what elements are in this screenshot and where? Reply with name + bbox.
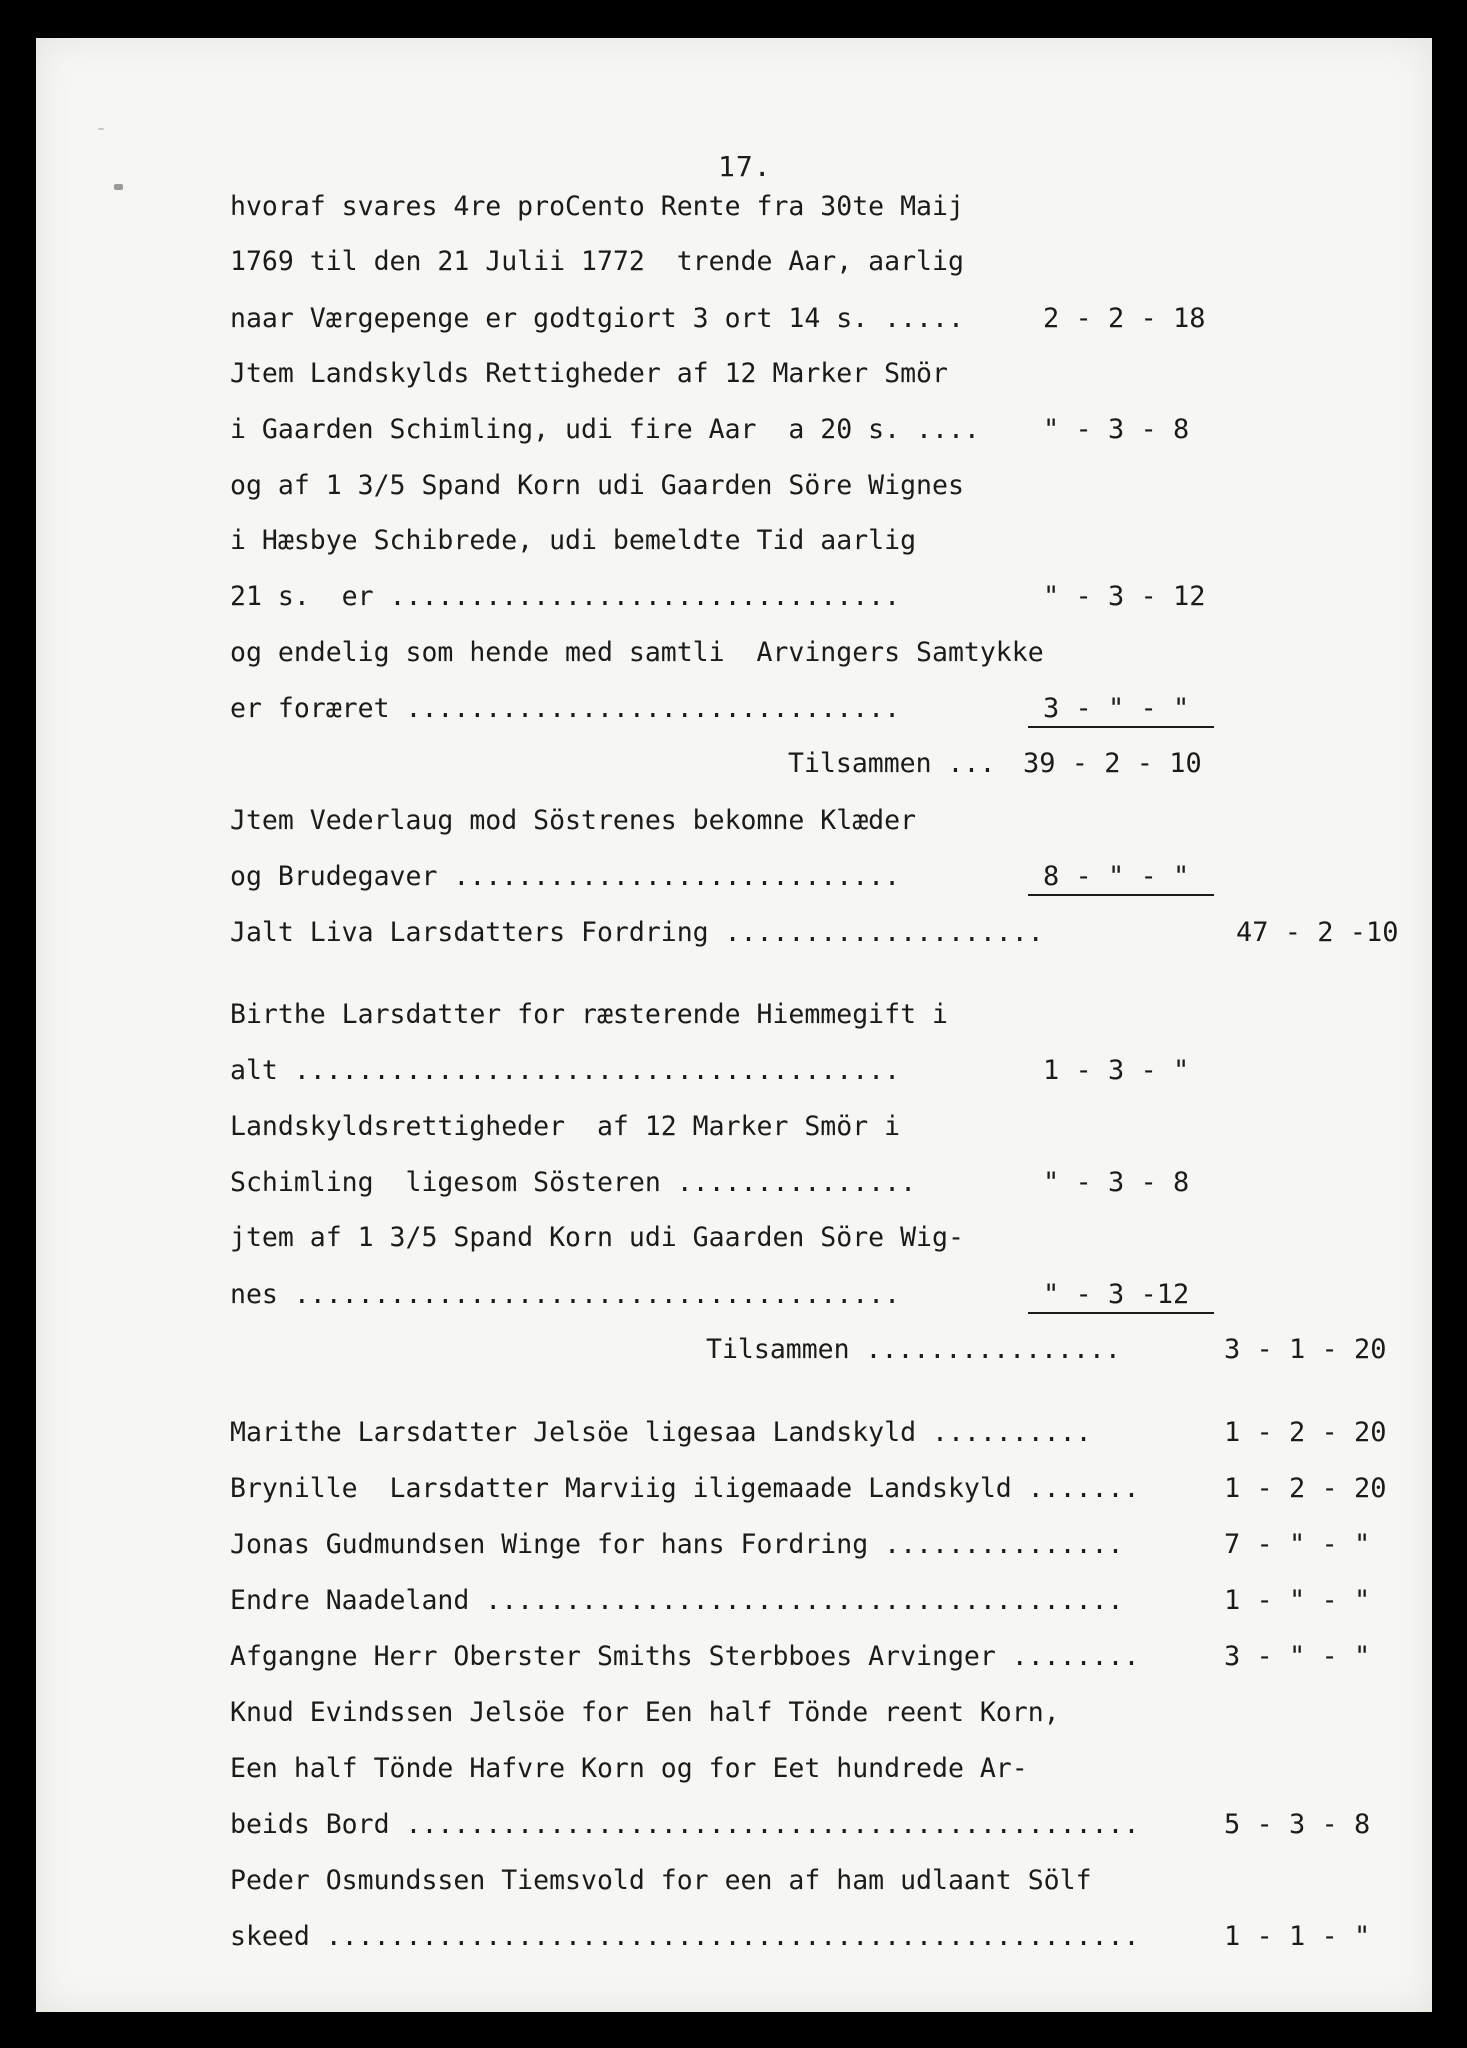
ledger-line-amount: 1 - 1 - " [1224,1921,1371,1952]
ledger-line-text: i Hæsbye Schibrede, udi bemeldte Tid aarlig [230,525,917,556]
ledger-line-amount: " - 3 -12 [1043,1279,1190,1310]
ledger-line-text: 21 s. er ................................ [230,581,901,612]
ledger-line-amount: 3 - " - " [1224,1641,1371,1672]
ledger-line-amount: 1 - 3 - " [1043,1055,1190,1086]
ledger-line-text: Jtem Vederlaug mod Söstrenes bekomne Klæder [230,805,917,836]
ledger-line-text: og endelig som hende med samtli Arvingers Samtykke [230,637,1044,668]
ledger-line-amount: 5 - 3 - 8 [1224,1809,1371,1840]
ledger-line-text: Afgangne Herr Oberster Smiths Sterbboes Arvinger ........ [230,1641,1140,1672]
ledger-line-text: Brynille Larsdatter Marviig iligemaade Landskyld ....... [230,1473,1140,1504]
page-number: 17. [718,150,772,183]
ledger-line-text: Tilsammen ... [788,748,996,779]
ledger-line-text: er foræret ............................... [230,693,901,724]
ledger-line-text: Jtem Landskylds Rettigheder af 12 Marker Smör [230,358,948,389]
margin-mark [114,184,123,190]
ledger-line-text: Tilsammen ................ [706,1334,1121,1365]
ledger-line-amount: 1 - " - " [1224,1585,1371,1616]
ledger-line-text: alt ...................................... [230,1055,901,1086]
ledger-line-amount: " - 3 - 8 [1043,1167,1190,1198]
ledger-line-text: Peder Osmundssen Tiemsvold for een af ham udlaant Sölf [230,1865,1092,1896]
ledger-line-text: jtem af 1 3/5 Spand Korn udi Gaarden Söre Wig- [230,1222,964,1253]
ledger-line-amount: 3 - 1 - 20 [1224,1334,1387,1365]
ledger-line-text: Endre Naadeland ........................................ [230,1585,1124,1616]
ledger-line-text: beids Bord .............................................. [230,1809,1140,1840]
ledger-line-text: hvoraf svares 4re proCento Rente fra 30te Maij [230,191,964,222]
ledger-line-text: Birthe Larsdatter for ræsterende Hiemmegift i [230,999,948,1030]
ledger-line-amount: 1 - 2 - 20 [1224,1417,1387,1448]
ledger-line-amount: 8 - " - " [1043,861,1190,892]
subtotal-underline [1028,1312,1214,1314]
ledger-line-text: skeed ................................................... [230,1921,1140,1952]
ledger-line-text: Een half Tönde Hafvre Korn og for Eet hundrede Ar- [230,1753,1028,1784]
ledger-line-amount: 1 - 2 - 20 [1224,1473,1387,1504]
ledger-line-text: Jonas Gudmundsen Winge for hans Fordring ............... [230,1529,1124,1560]
ledger-line-text: Schimling ligesom Sösteren ............... [230,1167,917,1198]
ledger-line-amount: 47 - 2 -10 [1236,917,1399,948]
ledger-line-amount: 7 - " - " [1224,1529,1371,1560]
document-page [36,38,1432,2012]
ledger-line-text: Landskyldsrettigheder af 12 Marker Smör i [230,1111,901,1142]
ledger-line-amount: 39 - 2 - 10 [1023,748,1202,779]
ledger-line-text: Knud Evindssen Jelsöe for Een half Tönde reent Korn, [230,1697,1060,1728]
ledger-line-text: 1769 til den 21 Julii 1772 trende Aar, aarlig [230,246,964,277]
subtotal-underline [1028,894,1214,896]
ledger-line-text: i Gaarden Schimling, udi fire Aar a 20 s. .... [230,414,980,445]
ledger-line-amount: 2 - 2 - 18 [1043,303,1206,334]
margin-mark [98,128,104,130]
ledger-line-amount: 3 - " - " [1043,693,1190,724]
ledger-line-text: Jalt Liva Larsdatters Fordring .................... [230,917,1044,948]
ledger-line-text: naar Værgepenge er godtgiort 3 ort 14 s. ..... [230,303,964,334]
subtotal-underline [1028,726,1214,728]
ledger-line-text: og af 1 3/5 Spand Korn udi Gaarden Söre Wignes [230,470,964,501]
ledger-line-amount: " - 3 - 8 [1043,414,1190,445]
ledger-line-text: nes ...................................... [230,1279,901,1310]
ledger-line-text: og Brudegaver ............................ [230,861,901,892]
ledger-line-text: Marithe Larsdatter Jelsöe ligesaa Landskyld .......... [230,1417,1092,1448]
ledger-line-amount: " - 3 - 12 [1043,581,1206,612]
